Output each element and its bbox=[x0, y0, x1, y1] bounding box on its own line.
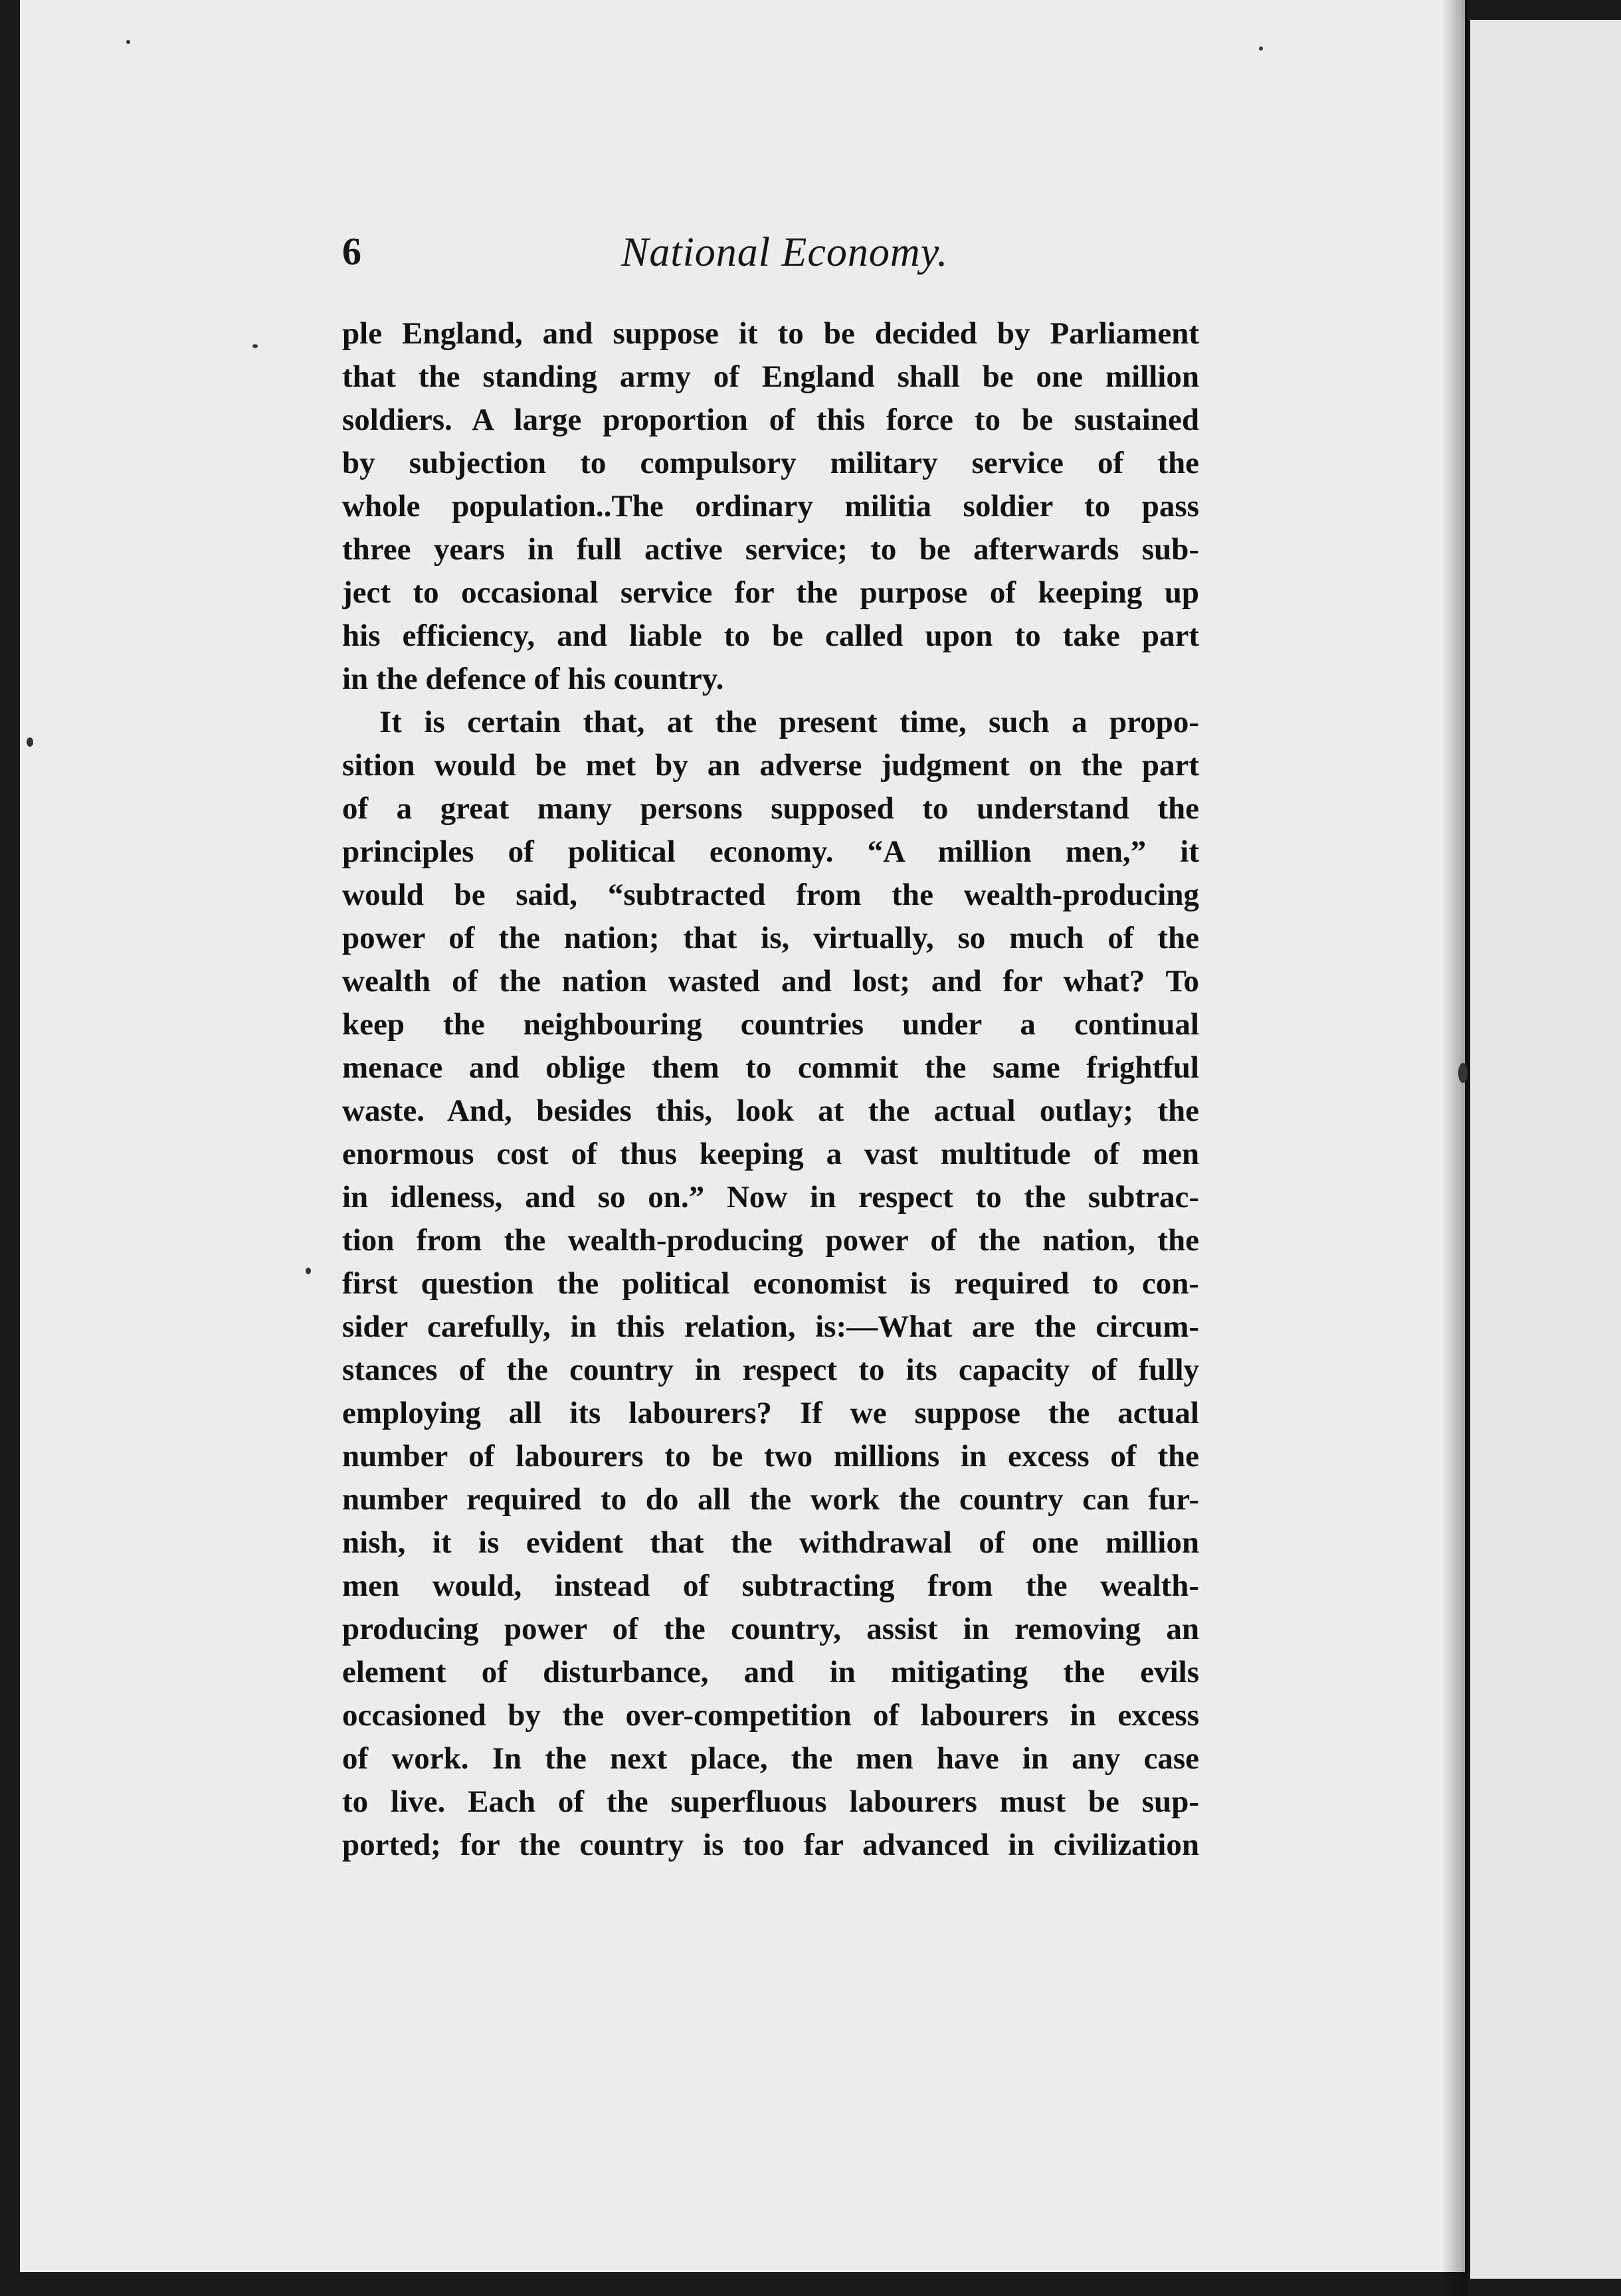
text-line: power of the nation; that is, virtually, so much of the bbox=[342, 921, 1199, 955]
text-line: his efficiency, and liable to be called upon to take part bbox=[342, 619, 1199, 653]
text-line: wealth of the nation wasted and lost; and for what? To bbox=[342, 964, 1199, 999]
page-number: 6 bbox=[342, 230, 361, 273]
page-edge-shadow bbox=[1442, 0, 1468, 2296]
next-page-edge bbox=[1465, 20, 1621, 2279]
text-line: ple England, and suppose it to be decided by Parliament bbox=[342, 316, 1199, 351]
text-line: three years in full active service; to be afterwards sub- bbox=[342, 532, 1199, 567]
text-line: sider carefully, in this relation, is:—What are the circum- bbox=[342, 1309, 1199, 1344]
text-line: employing all its labourers? If we suppose the actual bbox=[342, 1396, 1199, 1430]
text-line: whole population..The ordinary militia soldier to pass bbox=[342, 489, 1199, 524]
scan-speck bbox=[252, 344, 258, 348]
scan-speck bbox=[306, 1268, 311, 1274]
running-title: National Economy. bbox=[621, 230, 949, 275]
text-line: first question the political economist is required to con- bbox=[342, 1266, 1199, 1301]
text-line: men would, instead of subtracting from the wealth- bbox=[342, 1569, 1199, 1603]
scan-speck bbox=[27, 737, 33, 747]
text-line: number of labourers to be two millions in excess of the bbox=[342, 1439, 1199, 1474]
running-head bbox=[342, 229, 1206, 282]
text-line: tion from the wealth-producing power of the nation, the bbox=[342, 1223, 1199, 1258]
text-line: number required to do all the work the country can fur- bbox=[342, 1482, 1199, 1517]
text-line: of a great many persons supposed to understand the bbox=[342, 791, 1199, 826]
text-line: by subjection to compulsory military service of the bbox=[342, 446, 1199, 480]
text-line: sition would be met by an adverse judgment on the part bbox=[342, 748, 1199, 783]
text-line: producing power of the country, assist in removing an bbox=[342, 1612, 1199, 1646]
text-line: keep the neighbouring countries under a continual bbox=[342, 1007, 1199, 1042]
text-line: that the standing army of England shall be one million bbox=[342, 359, 1199, 394]
text-line: in idleness, and so on.” Now in respect to the subtrac- bbox=[342, 1180, 1199, 1214]
paragraph-1 bbox=[342, 312, 1199, 701]
text-line: in the defence of his country. bbox=[342, 662, 724, 696]
text-line: nish, it is evident that the withdrawal of one million bbox=[342, 1525, 1199, 1560]
text-line: occasioned by the over-competition of labourers in excess bbox=[342, 1698, 1199, 1733]
scan-speck bbox=[1259, 47, 1263, 50]
text-line: to live. Each of the superfluous labourers must be sup- bbox=[342, 1784, 1199, 1819]
body-text bbox=[342, 312, 1199, 1867]
text-line: of work. In the next place, the men have in any case bbox=[342, 1741, 1199, 1776]
text-line: soldiers. A large proportion of this force to be sustained bbox=[342, 403, 1199, 437]
text-line: waste. And, besides this, look at the actual outlay; the bbox=[342, 1094, 1199, 1128]
text-line: menace and oblige them to commit the same frightful bbox=[342, 1050, 1199, 1085]
scan-speck bbox=[1458, 1063, 1468, 1083]
text-line: element of disturbance, and in mitigating the evils bbox=[342, 1655, 1199, 1689]
text-line: stances of the country in respect to its capacity of fully bbox=[342, 1353, 1199, 1387]
text-line: enormous cost of thus keeping a vast multitude of men bbox=[342, 1137, 1199, 1171]
text-line: ported; for the country is too far advanced in civilization bbox=[342, 1828, 1199, 1862]
text-line: would be said, “subtracted from the wealth-producing bbox=[342, 878, 1199, 912]
text-line: ject to occasional service for the purpose of keeping up bbox=[342, 575, 1199, 610]
text-line: principles of political economy. “A million men,” it bbox=[342, 834, 1199, 869]
text-line: It is certain that, at the present time, such a propo- bbox=[379, 705, 1199, 739]
scan-speck bbox=[126, 40, 130, 44]
paragraph-2 bbox=[342, 701, 1199, 1867]
